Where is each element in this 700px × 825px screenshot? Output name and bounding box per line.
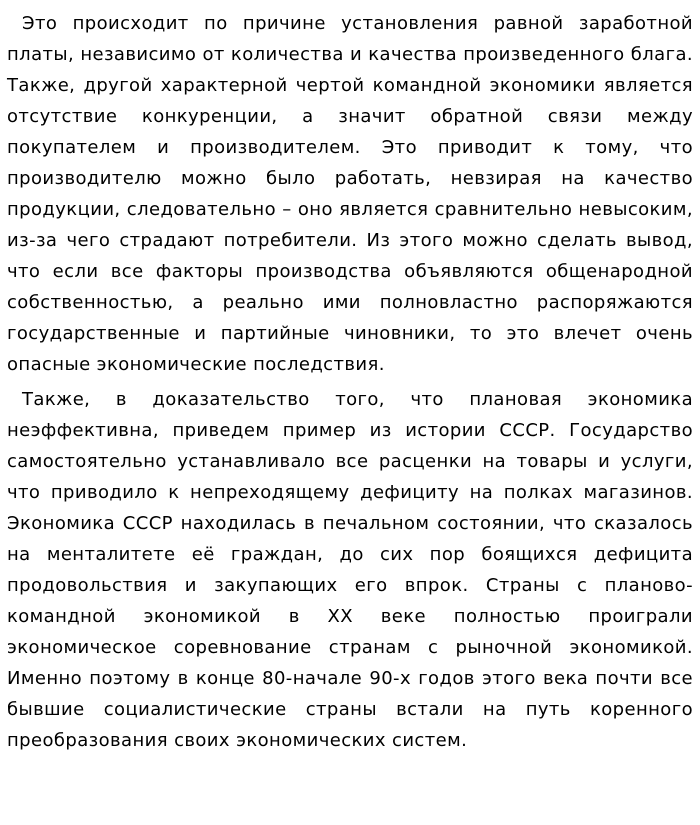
paragraph-1: Это происходит по причине установления равной заработной платы, независимо от количества и качества произведенного блага. Также, другой характерной чертой командной экономики является отсутствие конкуренции, а значит обратной связи между покупателем и производителем. Это приводит к тому, что производителю можно было работать, невзирая на качество продукции, следовательно – оно является сравнительно невысоким, из-за чего страдают потребители. Из этого можно сделать вывод, что если все факторы производства объявляются общенародной собственностью, а реально ими полновластно распоряжаются государственные и партийные чиновники, то это влечет очень опасные экономические последствия. [7, 13, 693, 375]
document-body [7, 8, 693, 760]
paragraph-2: Также, в доказательство того, что плановая экономика неэффективна, приведем пример из истории СССР. Государство самостоятельно устанавливало все расценки на товары и услуги, что приводило к непреходящему дефициту на полках магазинов. Экономика СССР находилась в печальном состоянии, что сказалось на менталитете её граждан, до сих пор боящихся дефицита продовольствия и закупающих его впрок. Страны с планово-командной экономикой в XX веке полностью проиграли экономическое соревнование странам с рыночной экономикой. Именно поэтому в конце 80-начале 90-х годов этого века почти все бывшие социалистические страны встали на путь коренного преобразования своих экономических систем. [7, 389, 693, 751]
